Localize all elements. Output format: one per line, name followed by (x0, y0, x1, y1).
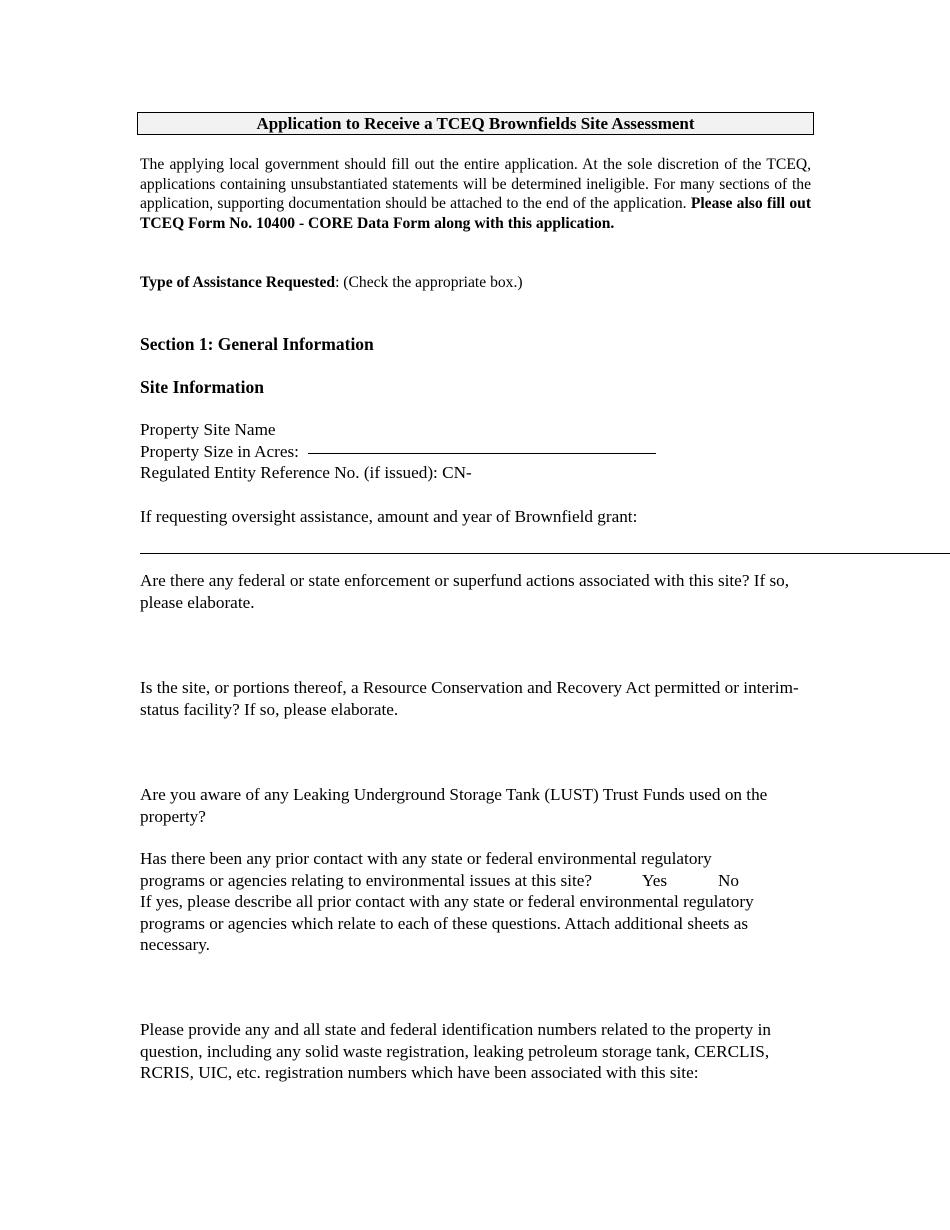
oversight-input-line[interactable] (140, 553, 950, 554)
size-label: Property Size in Acres: (140, 442, 299, 461)
yes-option[interactable]: Yes (642, 871, 668, 890)
question-enforcement: Are there any federal or state enforcement or superfund actions associated with this site? If so, please elaborate. (140, 571, 790, 612)
question-rcra: Is the site, or portions thereof, a Resource Conservation and Recovery Act permitted or interim-status facility? If so, please elaborate. (140, 678, 799, 719)
intro-bold-note: Please also fill out TCEQ Form No. 10400 - CORE Data Form along with this application. (140, 195, 812, 232)
prior-contact-text: Has there been any prior contact with any state or federal environmental regulatory programs or agencies relating to environmental issues at this site? (140, 849, 712, 890)
oversight-label: If requesting oversight assistance, amount and year of Brownfield grant: (140, 507, 638, 526)
site-name-label: Property Site Name (140, 420, 276, 439)
site-info-heading: Site Information (140, 377, 264, 397)
no-option[interactable]: No (718, 871, 740, 890)
assistance-line (140, 273, 523, 293)
assistance-note: : (Check the appropriate box.) (335, 274, 523, 291)
assistance-label: Type of Assistance Requested (140, 274, 336, 291)
question-lust: Are you aware of any Leaking Underground Storage Tank (LUST) Trust Funds used on the property? (140, 785, 768, 826)
section1-heading: Section 1: General Information (140, 334, 374, 354)
question-id-numbers: Please provide any and all state and federal identification numbers related to the property in question, including any solid waste registration, leaking petroleum storage tank, CERCLIS, RCRIS, UIC, etc. registration numbers which have been associated with this site: (140, 1020, 771, 1082)
regulated-entity-label: Regulated Entity Reference No. (if issued): CN- (140, 463, 472, 482)
form-title: Application to Receive a TCEQ Brownfields Site Assessment (137, 112, 814, 135)
intro-paragraph (140, 155, 811, 233)
intro-text: The applying local government should fill out the entire application. At the sole discretion of the TCEQ, applications containing unsubstantiated statements will be determined ineligible. For many sections of the application, supporting documentation should be attached to the end of the application. (140, 156, 811, 213)
size-input-line[interactable] (308, 453, 656, 454)
if-yes-instructions: If yes, please describe all prior contact with any state or federal environmental regulatory programs or agencies which relate to each of these questions. Attach additional sheets as necessary. (140, 892, 754, 954)
